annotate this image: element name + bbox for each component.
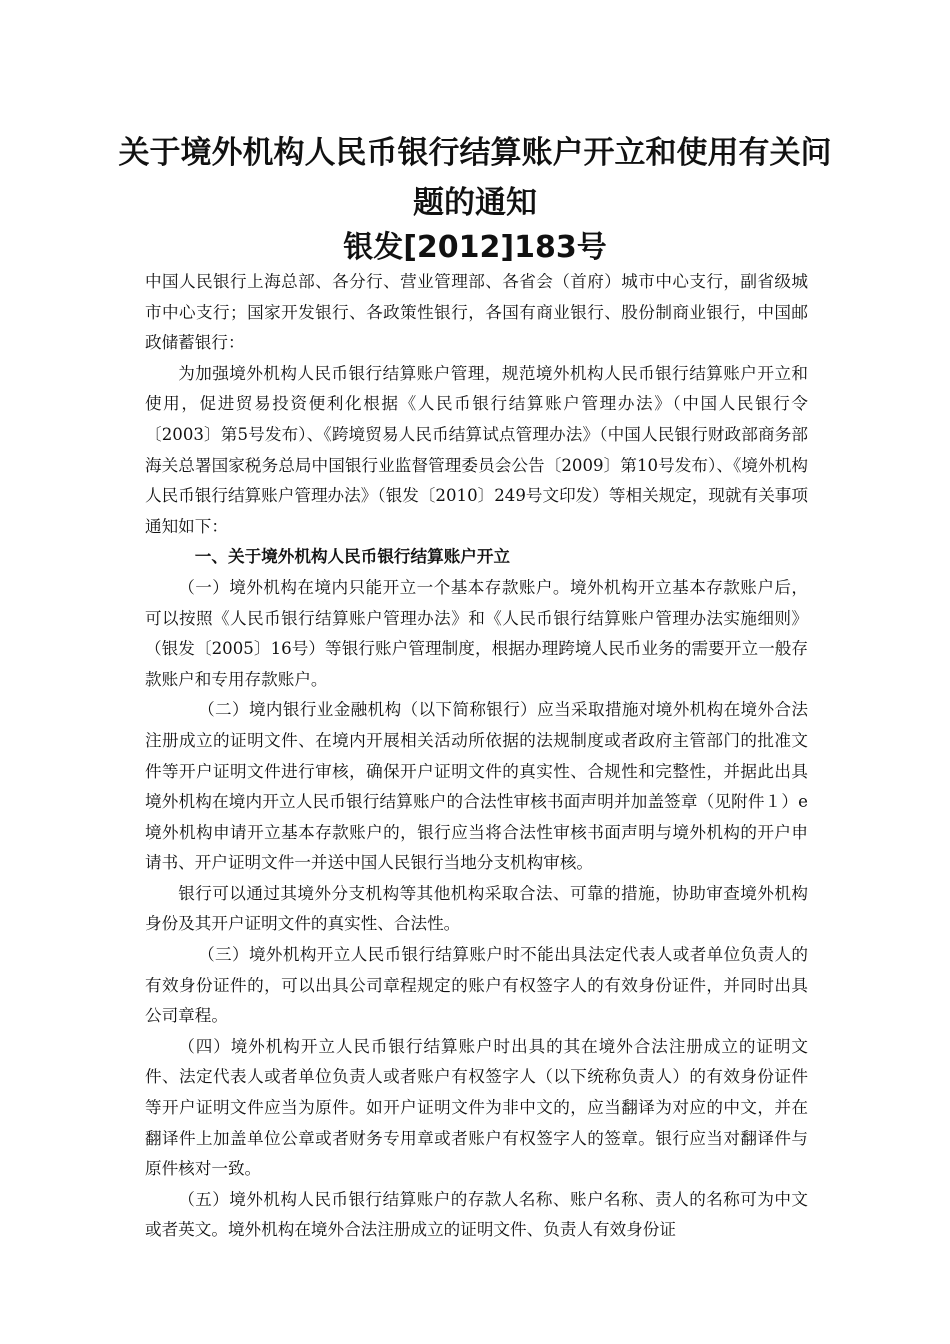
item-1-paragraph: （一）境外机构在境内只能开立一个基本存款账户。境外机构开立基本存款账户后，可以按照《人民币银行结算账户管理办法》和《人民币银行结算账户管理办法实施细则》（银发〔2005〕16号）等银行账户管理制度，根据办理跨境人民币业务的需要开立一般存款账户和专用存款账户。 [145, 577, 808, 689]
section-heading: 一、关于境外机构人民币银行结算账户开立 [194, 547, 511, 567]
document-title: 关于境外机构人民币银行结算账户开立和使用有关问题的通知 [118, 135, 832, 221]
addressee-paragraph: 中国人民银行上海总部、各分行、营业管理部、各省会（首府）城市中心支行，副省级城市中心支行；国家开发银行、各政策性银行，各国有商业银行、股份制商业银行，中国邮政储蓄银行： [145, 272, 808, 353]
document-body [145, 267, 808, 1246]
item-5-paragraph: （五）境外机构人民币银行结算账户的存款人名称、账户名称、责人的名称可为中文或者英文。境外机构在境外合法注册成立的证明文件、负责人有效身份证 [145, 1189, 808, 1240]
item-2-note-paragraph: 银行可以通过其境外分支机构等其他机构采取合法、可靠的措施，协助审查境外机构身份及其开户证明文件的真实性、合法性。 [145, 883, 808, 934]
item-2-paragraph: （二）境内银行业金融机构（以下简称银行）应当采取措施对境外机构在境外合法注册成立的证明文件、在境内开展相关活动所依据的法规制度或者政府主管部门的批准文件等开户证明文件进行审核，确保开户证明文件的真实性、合规性和完整性，并据此出具境外机构在境内开立人民币银行结算账户的合法性审核书面声明并加盖签章（见附件１）e境外机构申请开立基本存款账户的，银行应当将合法性审核书面声明与境外机构的开户申请书、开户证明文件一并送中国人民银行当地分支机构审核。 [145, 700, 808, 873]
item-3-paragraph: （三）境外机构开立人民币银行结算账户时不能出具法定代表人或者单位负责人的有效身份证件的，可以出具公司章程规定的账户有权签字人的有效身份证件，并同时出具公司章程。 [145, 945, 808, 1026]
document-number: 银发[2012]183号 [343, 230, 607, 265]
intro-paragraph: 为加强境外机构人民币银行结算账户管理，规范境外机构人民币银行结算账户开立和使用，促进贸易投资便利化根据《人民币银行结算账户管理办法》（中国人民银行令〔2003〕第5号发布）、《跨境贸易人民币结算试点管理办法》（中国人民银行财政部商务部海关总署国家税务总局中国银行业监督管理委员会公告〔2009〕第10号发布）、《境外机构人民币银行结算账户管理办法》（银发〔2010〕249号文印发）等相关规定，现就有关事项通知如下： [145, 363, 808, 536]
item-4-paragraph: （四）境外机构开立人民币银行结算账户时出具的其在境外合法注册成立的证明文件、法定代表人或者单位负责人或者账户有权签字人（以下统称负责人）的有效身份证件等开户证明文件应当为原件。如开户证明文件为非中文的，应当翻译为对应的中文，并在翻译件上加盖单位公章或者财务专用章或者账户有权签字人的签章。银行应当对翻译件与原件核对一致。 [145, 1036, 808, 1179]
